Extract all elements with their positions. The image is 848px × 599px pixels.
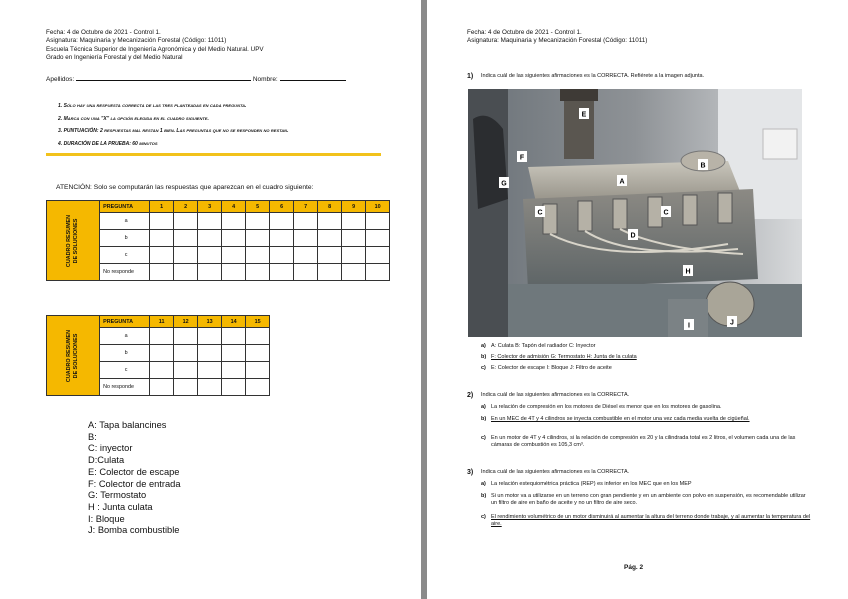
answer-cell[interactable] <box>150 264 174 281</box>
answer-cell[interactable] <box>222 345 246 362</box>
header-subject: Asignatura: Maquinaria y Mecanización Forestal (Código: 11011) <box>467 37 648 45</box>
table-side-label: CUADRO RESUMEN DE SOLUCIONES <box>47 316 100 396</box>
svg-text:C: C <box>663 209 669 217</box>
apellidos-field[interactable] <box>76 74 251 81</box>
svg-text:C: C <box>537 209 543 217</box>
row-label: a <box>100 213 150 230</box>
answer-cell[interactable] <box>174 230 198 247</box>
answer-cell[interactable] <box>198 213 222 230</box>
legend-item: D:Culata <box>88 455 125 466</box>
option-c[interactable]: c) En un motor de 4T y 4 cilindros, si la relación de compresión es 20 y la cilindrada total es 2 litros, el volumen cada una de las cámaras de combustión es 105,3 cm³. <box>481 435 796 449</box>
table-header-label: PREGUNTA <box>100 316 150 328</box>
answer-cell[interactable] <box>174 247 198 264</box>
answer-cell[interactable] <box>198 328 222 345</box>
col-header: 1 <box>150 201 174 213</box>
option-a[interactable]: a) A: Culata B: Tapón del radiador C: Inyector <box>481 343 596 349</box>
answer-cell[interactable] <box>342 213 366 230</box>
answer-cell[interactable] <box>342 230 366 247</box>
header-subject: Asignatura: Maquinaria y Mecanización Forestal (Código: 11011) <box>46 37 227 45</box>
answer-cell[interactable] <box>174 362 198 379</box>
instruction-item: 4. DURACIÓN DE LA PRUEBA: 60 minutos <box>58 140 158 147</box>
answer-cell[interactable] <box>174 328 198 345</box>
col-header: 6 <box>270 201 294 213</box>
question-stem: Indica cuál de las siguientes afirmaciones es la CORRECTA. Refiérete a la imagen adjunta. <box>481 73 705 79</box>
header-date: Fecha: 4 de Octubre de 2021 - Control 1. <box>467 29 582 36</box>
answer-cell[interactable] <box>222 230 246 247</box>
photo-label-f <box>517 151 527 162</box>
header-school: Escuela Técnica Superior de Ingeniería Agronómica y del Medio Natural. UPV <box>46 45 264 53</box>
answer-cell[interactable] <box>318 213 342 230</box>
answer-cell[interactable] <box>150 362 174 379</box>
photo-label-h <box>683 265 693 276</box>
svg-text:J: J <box>730 319 734 327</box>
row-label: b <box>100 230 150 247</box>
answer-table-1 <box>46 200 390 281</box>
answer-cell[interactable] <box>270 213 294 230</box>
answer-cell[interactable] <box>366 264 390 281</box>
svg-text:I: I <box>688 322 690 330</box>
col-header: 4 <box>222 201 246 213</box>
col-header: 10 <box>366 201 390 213</box>
answer-cell[interactable] <box>294 247 318 264</box>
instruction-item: 2. Marca con una "X" la opción elegida en el cuadro siguiente. <box>58 115 209 122</box>
option-b[interactable]: b) F: Colector de admisión G: Termostato H: Junta de la culata <box>481 354 637 360</box>
answer-cell[interactable] <box>174 213 198 230</box>
option-b[interactable]: b) En un MEC de 4T y 4 cilindros se inyecta combustible en el motor una vez cada media vuelta de cigüeñal. <box>481 416 750 422</box>
answer-cell[interactable] <box>342 264 366 281</box>
photo-label-c-left <box>535 206 545 217</box>
svg-text:E: E <box>581 111 587 119</box>
legend-item: C: inyector <box>88 443 133 454</box>
row-label: c <box>100 247 150 264</box>
col-header: 3 <box>198 201 222 213</box>
apellidos-label: Apellidos: <box>46 76 75 83</box>
answer-cell[interactable] <box>246 247 270 264</box>
answer-cell[interactable] <box>174 345 198 362</box>
svg-text:A: A <box>619 178 625 186</box>
page-number: Pág. 2 <box>624 564 644 571</box>
option-a[interactable]: a) La relación estequiométrica práctica (REP) es inferior en los MEC que en los MEP <box>481 481 692 487</box>
instruction-item: 3. PUNTUACIÓN: 2 respuestas mal restan 1 bien. Las preguntas que no se responden no restan. <box>58 128 289 135</box>
answer-cell[interactable] <box>174 379 198 396</box>
col-header: 15 <box>246 316 270 328</box>
answer-cell[interactable] <box>198 379 222 396</box>
instruction-item: 1. Sólo hay una respuesta correcta de las tres planteadas en cada pregunta. <box>58 103 247 109</box>
atencion-text: ATENCIÓN: Solo se computarán las respuestas que aparezcan en el cuadro siguiente: <box>56 184 314 191</box>
legend-item: B: <box>88 431 97 442</box>
photo-label-d <box>628 229 638 240</box>
header-degree: Grado en Ingeniería Forestal y del Medio Natural <box>46 53 183 61</box>
table-header-label: PREGUNTA <box>100 201 150 213</box>
yellow-divider <box>46 153 381 156</box>
answer-cell[interactable] <box>270 230 294 247</box>
row-label: No responde <box>100 264 150 281</box>
answer-cell[interactable] <box>198 230 222 247</box>
question-number: 1) <box>467 73 474 80</box>
answer-cell[interactable] <box>246 379 270 396</box>
answer-cell[interactable] <box>246 230 270 247</box>
answer-cell[interactable] <box>222 362 246 379</box>
answer-cell[interactable] <box>270 264 294 281</box>
col-header: 8 <box>318 201 342 213</box>
photo-label-a <box>617 175 627 186</box>
question-number: 3) <box>467 469 474 476</box>
answer-cell[interactable] <box>246 213 270 230</box>
answer-cell[interactable] <box>198 362 222 379</box>
page1-header <box>46 29 264 62</box>
svg-text:F: F <box>519 154 525 162</box>
answer-cell[interactable] <box>342 247 366 264</box>
nombre-label: Nombre: <box>252 76 278 83</box>
col-header: 5 <box>246 201 270 213</box>
col-header: 9 <box>342 201 366 213</box>
svg-text:G: G <box>501 180 507 188</box>
option-b[interactable]: b) Si un motor va a utilizarse en un terreno con gran pendiente y en un ambiente con polvo en suspensión, es recomendable utilizar un filtro de aire en baño de aceite y no un filtro de aire seco. <box>481 493 806 507</box>
page2-header <box>467 29 647 46</box>
col-header: 12 <box>174 316 198 328</box>
answer-cell[interactable] <box>222 264 246 281</box>
photo-label-b <box>698 159 708 170</box>
legend-item: F: Colector de entrada <box>88 478 181 489</box>
answer-cell[interactable] <box>318 247 342 264</box>
engine-photo <box>468 89 802 337</box>
answer-cell[interactable] <box>150 213 174 230</box>
answer-cell[interactable] <box>222 213 246 230</box>
answer-cell[interactable] <box>174 264 198 281</box>
answer-cell[interactable] <box>318 264 342 281</box>
svg-text:B: B <box>700 162 706 170</box>
legend-item: H : Junta culata <box>88 501 153 512</box>
question-stem: Indica cuál de las siguientes afirmaciones es la CORRECTA. <box>481 392 630 398</box>
legend-item: A: Tapa balancines <box>88 420 167 430</box>
answer-cell[interactable] <box>222 328 246 345</box>
answer-cell[interactable] <box>246 264 270 281</box>
question-number: 2) <box>467 392 474 399</box>
nombre-field[interactable] <box>280 74 346 81</box>
row-label: c <box>100 362 150 379</box>
svg-text:D: D <box>630 232 636 240</box>
question-stem: Indica cuál de las siguientes afirmaciones es la CORRECTA. <box>481 469 630 475</box>
instructions-list <box>58 103 383 153</box>
answer-cell[interactable] <box>198 264 222 281</box>
answer-cell[interactable] <box>246 328 270 345</box>
page-2 <box>427 0 848 599</box>
col-header: 2 <box>174 201 198 213</box>
answer-cell[interactable] <box>222 379 246 396</box>
answer-table-2 <box>46 315 270 396</box>
answer-cell[interactable] <box>150 379 174 396</box>
answer-cell[interactable] <box>366 230 390 247</box>
legend-item: J: Bomba combustible <box>88 525 180 536</box>
answer-cell[interactable] <box>150 230 174 247</box>
answer-cell[interactable] <box>246 345 270 362</box>
col-header: 14 <box>222 316 246 328</box>
header-date: Fecha: 4 de Octubre de 2021 - Control 1. <box>46 29 161 36</box>
option-c[interactable]: c) El rendimiento volumétrico de un motor disminuirá al aumentar la altura del terreno donde trabaje, y al aumentar la temperatura del aire. <box>481 514 811 528</box>
row-label: No responde <box>100 379 150 396</box>
svg-text:H: H <box>685 268 691 276</box>
answer-cell[interactable] <box>198 247 222 264</box>
legend-item: G: Termostato <box>88 490 147 501</box>
answer-cell[interactable] <box>246 362 270 379</box>
answer-cell[interactable] <box>366 247 390 264</box>
answer-cell[interactable] <box>294 213 318 230</box>
col-header: 11 <box>150 316 174 328</box>
photo-label-j <box>727 316 737 327</box>
legend-item: E: Colector de escape <box>88 466 180 477</box>
answer-cell[interactable] <box>318 230 342 247</box>
answer-cell[interactable] <box>150 345 174 362</box>
answer-cell[interactable] <box>150 247 174 264</box>
answer-cell[interactable] <box>294 230 318 247</box>
answer-cell[interactable] <box>198 345 222 362</box>
row-label: a <box>100 328 150 345</box>
answer-cell[interactable] <box>222 247 246 264</box>
option-c[interactable]: c) E: Colector de escape I: Bloque J: Filtro de aceite <box>481 365 612 371</box>
answer-cell[interactable] <box>150 328 174 345</box>
option-a[interactable]: a) La relación de compresión en los motores de Diésel es menor que en los motores de gasolina. <box>481 404 722 410</box>
answer-cell[interactable] <box>294 264 318 281</box>
name-fields <box>46 74 346 83</box>
row-label: b <box>100 345 150 362</box>
legend-item: I: Bloque <box>88 513 125 524</box>
answer-cell[interactable] <box>366 213 390 230</box>
photo-label-e <box>579 108 589 119</box>
photo-label-c-right <box>661 206 671 217</box>
photo-label-i <box>684 319 694 330</box>
handwritten-answer-legend <box>88 420 181 537</box>
page-1 <box>0 0 421 599</box>
answer-cell[interactable] <box>270 247 294 264</box>
col-header: 13 <box>198 316 222 328</box>
photo-label-g <box>499 177 509 188</box>
col-header: 7 <box>294 201 318 213</box>
table-side-label: CUADRO RESUMEN DE SOLUCIONES <box>47 201 100 281</box>
